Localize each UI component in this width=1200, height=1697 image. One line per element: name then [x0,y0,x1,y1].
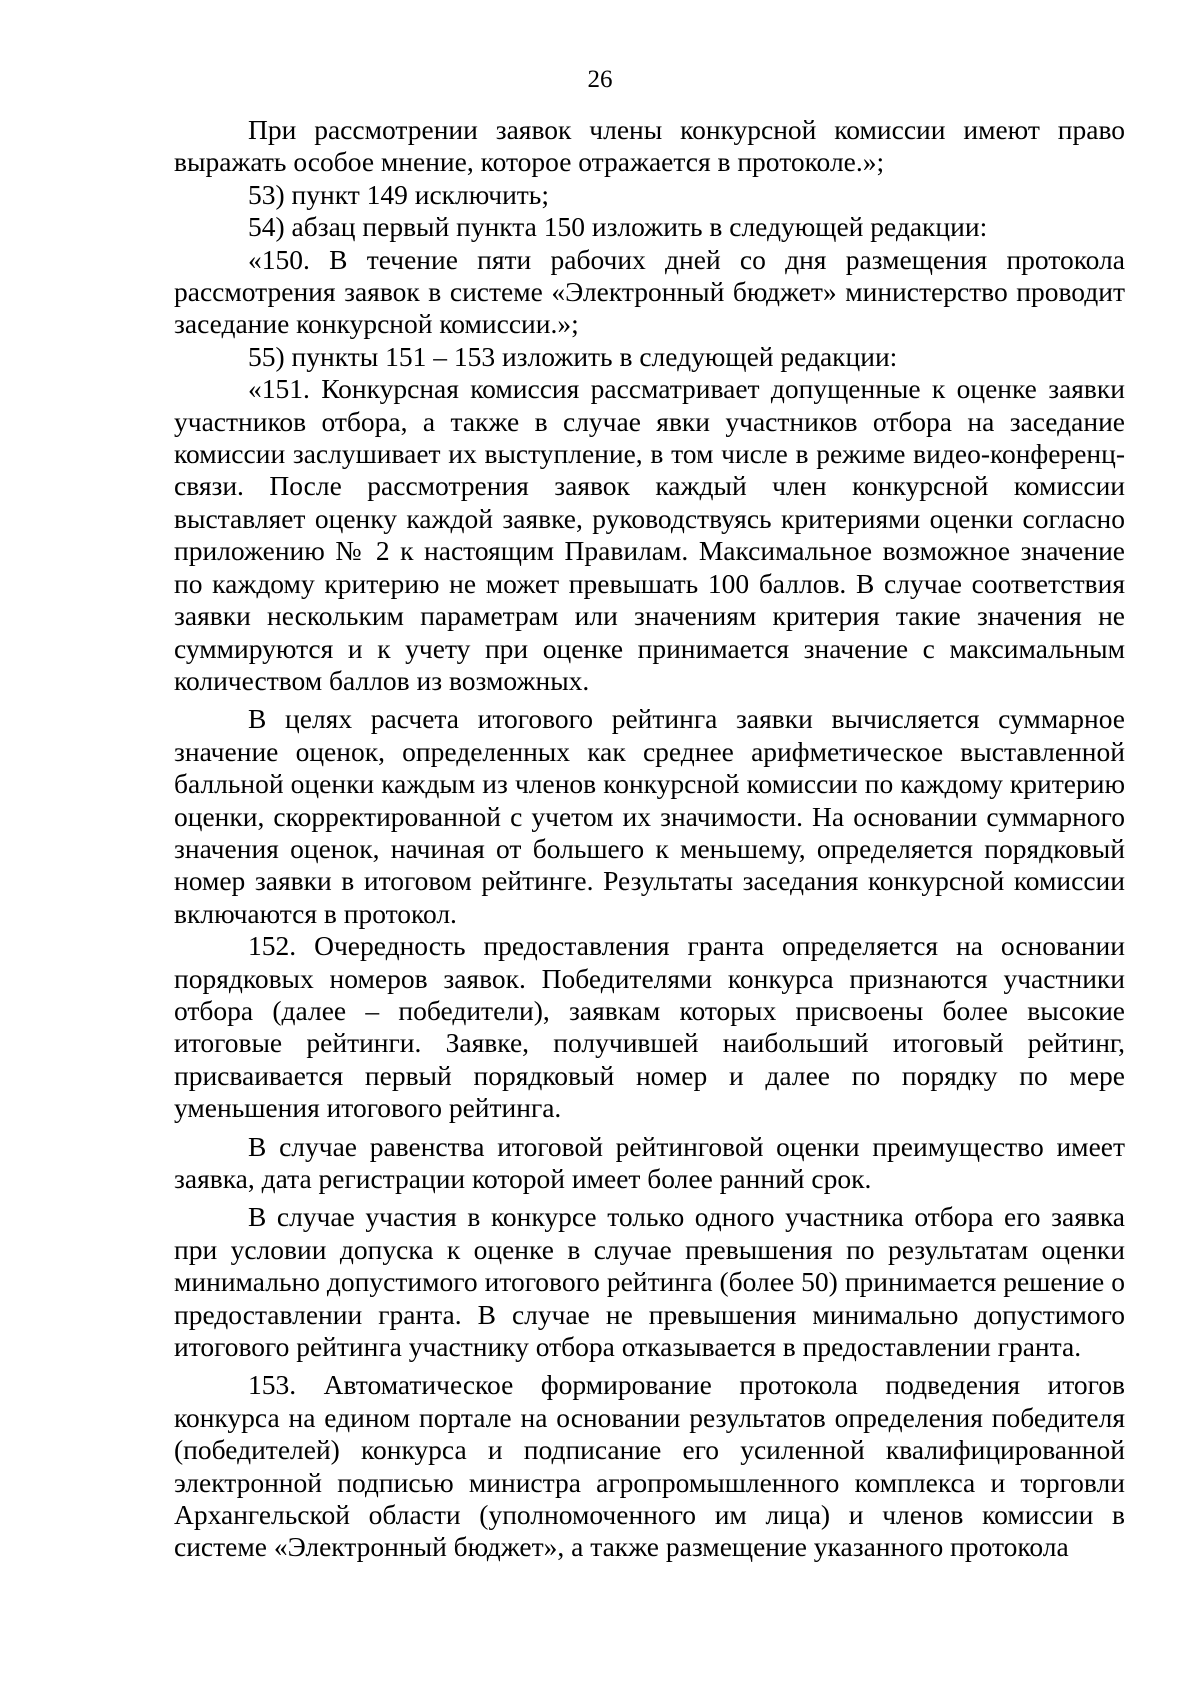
paragraph-equal-rating: В случае равенства итоговой рейтинговой оценки преимущество имеет заявка, дата регистрации которой имеет более ранний срок. [174,1130,1125,1194]
paragraph-rating-calculation: В целях расчета итогового рейтинга заявки вычисляется суммарное значение оценок, определенных как среднее арифметическое выставленной балльной оценки каждым из членов конкурсной комиссии по каждому критерию оценки, скорректированной с учетом их значимости. На основании суммарного значения оценок, начиная от большего к меньшему, определяется порядковый номер заявки в итоговом рейтинге. Результаты заседания конкурсной комиссии включаются в протокол. [174,703,1125,929]
paragraph-clause-150: «150. В течение пяти рабочих дней со дня размещения протокола рассмотрения заявок в системе «Электронный бюджет» министерство проводит заседание конкурсной комиссии.»; [174,243,1125,340]
paragraph-item-53: 53) пункт 149 исключить; [248,178,549,210]
document-body [174,114,1125,1564]
paragraph-item-55: 55) пункты 151 – 153 изложить в следующей редакции: [248,340,898,372]
paragraph-special-opinion: При рассмотрении заявок члены конкурсной комиссии имеют право выражать особое мнение, которое отражается в протоколе.»; [174,114,1125,178]
paragraph-clause-153: 153. Автоматическое формирование протокола подведения итогов конкурса на едином портале на основании результатов определения победителя (победителей) конкурса и подписание его усиленной квалифицированной электронной подписью министра агропромышленного комплекса и торговли Архангельской области (уполномоченного им лица) и членов комиссии в системе «Электронный бюджет», а также размещение указанного протокола [174,1369,1125,1563]
paragraph-clause-152: 152. Очередность предоставления гранта определяется на основании порядковых номеров заявок. Победителями конкурса признаются участники отбора (далее – победители), заявкам которых присвоены более высокие итоговые рейтинги. Заявке, получившей наибольший итоговый рейтинг, присваивается первый порядковый номер и далее по порядку по мере уменьшения итогового рейтинга. [174,930,1125,1124]
paragraph-item-54: 54) абзац первый пункта 150 изложить в следующей редакции: [248,211,988,243]
paragraph-single-participant: В случае участия в конкурсе только одного участника отбора его заявка при условии допуска к оценке в случае превышения по результатам оценки минимально допустимого итогового рейтинга (более 50) принимается решение о предоставлении гранта. В случае не превышения минимально допустимого итогового рейтинга участнику отбора отказывается в предоставлении гранта. [174,1201,1125,1363]
page-number: 26 [587,66,613,93]
paragraph-clause-151: «151. Конкурсная комиссия рассматривает допущенные к оценке заявки участников отбора, а также в случае явки участников отбора на заседание комиссии заслушивает их выступление, в том числе в режиме видео-конференц-связи. После рассмотрения заявок каждый член конкурсной комиссии выставляет оценку каждой заявке, руководствуясь критериями оценки согласно приложению № 2 к настоящим Правилам. Максимальное возможное значение по каждому критерию не может превышать 100 баллов. В случае соответствия заявки нескольким параметрам или значениям критерия такие значения не суммируются и к учету при оценке принимается значение с максимальным количеством баллов из возможных. [174,373,1125,696]
